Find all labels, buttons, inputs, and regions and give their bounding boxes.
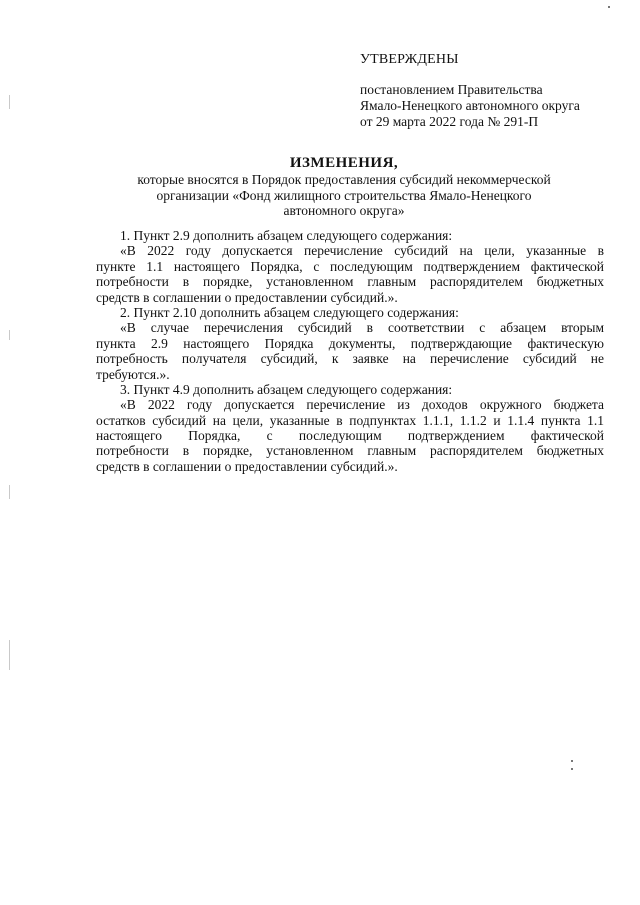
body-line: настоящего Порядка, с последующим подтверждением фактической [96,428,604,444]
clause-heading: 1. Пункт 2.9 дополнить абзацем следующего содержания: [120,228,453,243]
body-line: требуются.». [96,366,170,382]
body-line: средств в соглашении о предоставлении субсидий.». [96,289,398,305]
approval-block [360,52,630,130]
approval-line: постановлением Правительства [360,82,543,97]
approval-line: от 29 марта 2022 года № 291-П [360,114,539,129]
subtitle-line: автономного округа» [283,203,405,218]
body-line: пункта 2.9 настоящего Порядка документы, подтверждающие фактическую [96,335,604,351]
body-line: «В 2022 году допускается перечисление из доходов окружного бюджета [120,397,604,413]
scan-edge-mark [9,95,10,109]
body-line: пункте 1.1 настоящего Порядка, с последующим подтверждением фактической [96,258,604,274]
scan-edge-mark [9,485,10,499]
scan-dot-mark [608,6,610,8]
scan-dot-mark [571,760,573,762]
document-subtitle [96,172,592,219]
clause-heading: 3. Пункт 4.9 дополнить абзацем следующего содержания: [120,381,453,397]
clause-heading: 2. Пункт 2.10 дополнить абзацем следующего содержания: [120,304,459,320]
scan-dot-mark [571,768,573,770]
subtitle-line: которые вносятся в Порядок предоставления субсидий некоммерческой [137,172,551,187]
body-line: потребности в порядке, установленном главным распорядителем бюджетных [96,443,604,459]
body-line: «В 2022 году допускается перечисление субсидий на цели, указанные в [120,243,604,259]
body-line: потребность получателя субсидий, к заявке на перечисление субсидий не [96,351,604,367]
body-line: средств в соглашении о предоставлении субсидий.». [96,458,398,474]
document-body [96,228,604,474]
body-line: остатков субсидий на цели, указанные в подпунктах 1.1.1, 1.1.2 и 1.1.4 пункта 1.1 [96,412,604,428]
body-line: потребности в порядке, установленном главным распорядителем бюджетных [96,274,604,290]
document-title: ИЗМЕНЕНИЯ, [289,155,399,171]
body-line: «В случае перечисления субсидий в соответствии с абзацем вторым [120,320,604,336]
approval-line: Ямало-Ненецкого автономного округа [360,98,580,113]
subtitle-line: организации «Фонд жилищного строительства Ямало-Ненецкого [156,187,532,203]
approval-heading: УТВЕРЖДЕНЫ [360,52,459,67]
scan-edge-mark [9,640,10,670]
scan-edge-mark [9,330,10,340]
